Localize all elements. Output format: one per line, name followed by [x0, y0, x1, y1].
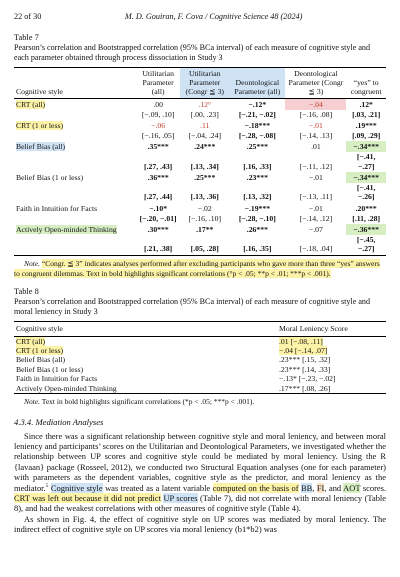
cell: −.01 [308, 173, 323, 183]
cell: .17*** [.08, .26] [279, 383, 331, 393]
table-row-ci [14, 183, 386, 203]
cell: −.02 [197, 203, 212, 213]
cell: −.04 [−.14, .07] [279, 345, 328, 355]
cell: .19*** [355, 121, 377, 131]
cell-ci: [−.28, −.10] [238, 213, 276, 223]
row-label: Belief Bias (all) [16, 142, 66, 152]
table-row-ci [14, 235, 386, 256]
cell: .25*** [194, 173, 216, 183]
cell-ci: [−.09, .10] [141, 109, 175, 119]
cell-ci: [.03, .21] [352, 109, 381, 119]
row-label: CRT (all) [16, 336, 46, 346]
cell: .12° [198, 100, 212, 109]
highlight-span: FI [316, 482, 325, 493]
highlight-span: BB [301, 482, 313, 493]
running-title: M. D. Gouiran, F. Cova / Cognitive Science 48 (2024) [124, 12, 303, 21]
col-deontological-all: Deontological Parameter (all) [229, 68, 285, 99]
cell-ci: [−.28, −.08] [238, 130, 276, 140]
cell: −.01 [308, 121, 323, 131]
cell: −.36*** [346, 224, 386, 235]
note-label: Note. [24, 258, 41, 268]
row-label: CRT (all) [16, 100, 46, 109]
cell: −.01 [308, 203, 323, 213]
cell-ci: [−.16, .05] [141, 130, 175, 140]
table-row [14, 203, 386, 214]
page-number: 22 of 30 [14, 12, 42, 21]
cell-ci: [−.14, .13] [299, 130, 333, 140]
body-paragraph: Since there was a significant relationship between cognitive style and moral leniency, and between moral leniency and participants’ scores on the Utilitarian and Deontological Parameters, we investigated whether the relationship between UP scores and cognitive style could be mediated by moral leniency. Using the R {lavaan} package (Rosseel, 2012), we conducted two Structural Equation analyses (one for each parameter) with parameters as the dependent variables, cognitive style as the predictor, and moral leniency as the mediator.$^5$ Cognitive style was treated as a latent variable computed on the basis of BB, FI, and AOT scores. CRT was left out because it did not predict UP scores (Table 7), did not correlate with moral leniency (Table 8), and had the weakest correlations with other measures of cognitive style (Table 4). [14, 430, 387, 514]
row-label: Faith in Intuition for Facts [16, 374, 98, 384]
cell: .30*** [147, 225, 169, 235]
table-row-ci [14, 214, 386, 225]
row-label: Faith in Intuition for Facts [16, 203, 98, 213]
table7-header-row [14, 68, 386, 99]
table-row [14, 365, 386, 374]
table-row [14, 141, 386, 152]
table8-note [14, 397, 386, 407]
col-utilitarian-all: Utilitarian Parameter (all) [142, 69, 174, 96]
cell-ci: [.13, .36] [190, 192, 219, 202]
table-row [14, 336, 386, 346]
table8-label: Table 8 [14, 287, 39, 297]
running-head [14, 12, 386, 21]
col-moral-leniency: Moral Leniency Score [279, 324, 348, 334]
cell: .35*** [147, 142, 169, 152]
table-row [14, 172, 386, 183]
col-cognitive-style: Cognitive style [16, 87, 63, 96]
cell-ci: [−.16, .08] [299, 109, 333, 119]
table-row [14, 224, 386, 235]
cell: −.19*** [244, 203, 271, 213]
cell: .36*** [147, 173, 169, 183]
cell: −.04 [285, 99, 346, 110]
cell-ci: [.27, .43] [144, 161, 173, 171]
table8 [14, 321, 386, 394]
cell: −.18*** [244, 121, 271, 131]
table-row [14, 384, 386, 394]
text-run: scores. [362, 482, 387, 493]
highlight-span: AOT [343, 482, 361, 493]
highlight-span: computed on the basis of [212, 482, 299, 493]
table7-note [14, 259, 386, 278]
cell-ci: [−.41, −.27] [356, 151, 376, 171]
table-row [14, 374, 386, 383]
table-row [14, 99, 386, 110]
cell: −.07 [308, 225, 323, 235]
cell: −.34*** [346, 141, 386, 152]
table-row [14, 355, 386, 364]
cell-ci: [.00, .23] [190, 109, 219, 119]
cell: .00 [153, 100, 163, 109]
cell: .12* [359, 100, 373, 109]
cell-ci: [.05, .28] [190, 244, 219, 254]
cell-ci: [−.11, .12] [299, 161, 333, 171]
cell-ci: [−.41, −.26] [356, 182, 376, 202]
highlight-span: UP scores [163, 492, 198, 503]
table-row-ci [14, 131, 386, 142]
cell: −.13* [−.23, −.02] [279, 374, 336, 384]
cell-ci: [.27, .44] [144, 192, 173, 202]
cell-ci: [.21, .38] [144, 244, 173, 254]
cell: .17** [196, 225, 214, 235]
highlight-span: CRT was left out because it did not predict [14, 492, 161, 503]
cell-ci: [−.16, .10] [188, 213, 222, 223]
table8-header-row [14, 322, 386, 336]
note-label: Note. [24, 396, 41, 406]
cell-ci: [.13, .32] [243, 192, 272, 202]
col-cognitive-style: Cognitive style [16, 324, 63, 334]
note-text: Text in bold highlights significant correlations (*p < .05; ***p < .001). [41, 396, 255, 406]
row-label: CRT (1 or less) [16, 121, 64, 131]
table8-caption: Pearson’s correlation and Bootstrapped correlation (95% BCa interval) of each measure of cognitive style and moral leniency in Study 3 [14, 297, 371, 317]
cell: .20*** [355, 203, 377, 213]
cell: −.10* [149, 203, 168, 213]
cell-ci: [−.20, −.01] [139, 213, 177, 223]
text-run: Since there was a significant relationship between cognitive style and moral leniency, and between moral leniency and participants’ scores on the Utilitarian and Deontological Parameters, we investigated whether the relationship between UP scores and cognitive style could be mediated by moral leniency. Using the R {lavaan} package (Rosseel, 2012), we conducted two Structural Equation analyses (one for each parameter) with parameters as the dependent variables, cognitive style as the predictor, and moral leniency as the mediator. [14, 430, 386, 493]
cell: −.06 [151, 121, 166, 131]
highlight-span: Cognitive style [50, 482, 103, 493]
row-label: Actively Open-minded Thinking [16, 383, 117, 393]
row-label: Actively Open-minded Thinking [16, 225, 117, 235]
col-deontological-congr: Deontological Parameter (Congr ≦ 3) [288, 69, 344, 96]
cell: .23*** [.14, .33] [279, 364, 331, 374]
cell: .24*** [194, 142, 216, 152]
section-heading: 4.3.4. Mediation Analyses [14, 416, 104, 427]
table7-caption: Pearson’s correlation and Bootstrapped correlation (95% BCa interval) of each measure of cognitive style and each parameter obtained through process dissociation in Study 3 [14, 43, 371, 62]
text-run: was treated as a latent variable [105, 482, 211, 493]
cell: −.12* [248, 100, 267, 109]
cell: .25*** [246, 142, 268, 152]
col-yes-congruent: “yes” to congruent [350, 78, 382, 96]
cell: −.34*** [346, 172, 386, 183]
cell-ci: [−.18, .04] [299, 244, 333, 254]
body-paragraph: As shown in Fig. 4, the effect of cognitive style on UP scores was mediated by moral leniency. The indirect effect of cognitive style on UP scores via moral leniency (b1*b2) was [14, 513, 386, 535]
cell-ci: [−.13, .11] [299, 192, 333, 202]
cell: .26*** [246, 225, 268, 235]
cell: .11 [200, 121, 210, 131]
table-row [14, 346, 386, 355]
col-utilitarian-congr: Utilitarian Parameter (Congr ≦ 3) [180, 68, 229, 99]
text-run: and [328, 482, 342, 493]
table7-label: Table 7 [14, 33, 39, 42]
cell: .23*** [246, 173, 268, 183]
cell: .23*** [.15, .32] [279, 355, 331, 365]
text-run: (Table 7), did not correlate with moral leniency (Table 8), and had the weakest correlations with other measures of cognitive style (Table 4). [14, 492, 387, 514]
cell-ci: [−.21, −.02] [238, 109, 276, 119]
cell-ci: [.16, .33] [243, 161, 272, 171]
cell-ci: [−.45, −.27] [356, 234, 376, 254]
row-label: Belief Bias (1 or less) [16, 173, 84, 183]
row-label: Belief Bias (all) [16, 355, 66, 365]
table7 [14, 67, 386, 256]
note-text: “Congr. ≦ 3” indicates analyses performed after excluding participants who gave more than three “yes” answers to congruent dilemmas. Text in bold highlights significant correlations (°p < .05; **p < .01; ***p < .001). [14, 258, 380, 278]
row-label: Belief Bias (1 or less) [16, 364, 84, 374]
cell-ci: [−.14, .12] [299, 213, 333, 223]
cell-ci: [.11, .28] [352, 213, 381, 223]
cell-ci: [.09, .29] [352, 130, 381, 140]
cell-ci: [.13, .34] [190, 161, 219, 171]
table-row-ci [14, 110, 386, 121]
table-row [14, 120, 386, 131]
cell: .01 [−.08, .11] [279, 336, 323, 346]
cell: .01 [311, 142, 321, 152]
cell-ci: [.16, .35] [243, 244, 272, 254]
cell-ci: [−.04, .24] [188, 130, 222, 140]
row-label: CRT (1 or less) [16, 345, 64, 355]
footnote-ref[interactable]: 5 [45, 482, 49, 489]
table-row-ci [14, 152, 386, 172]
